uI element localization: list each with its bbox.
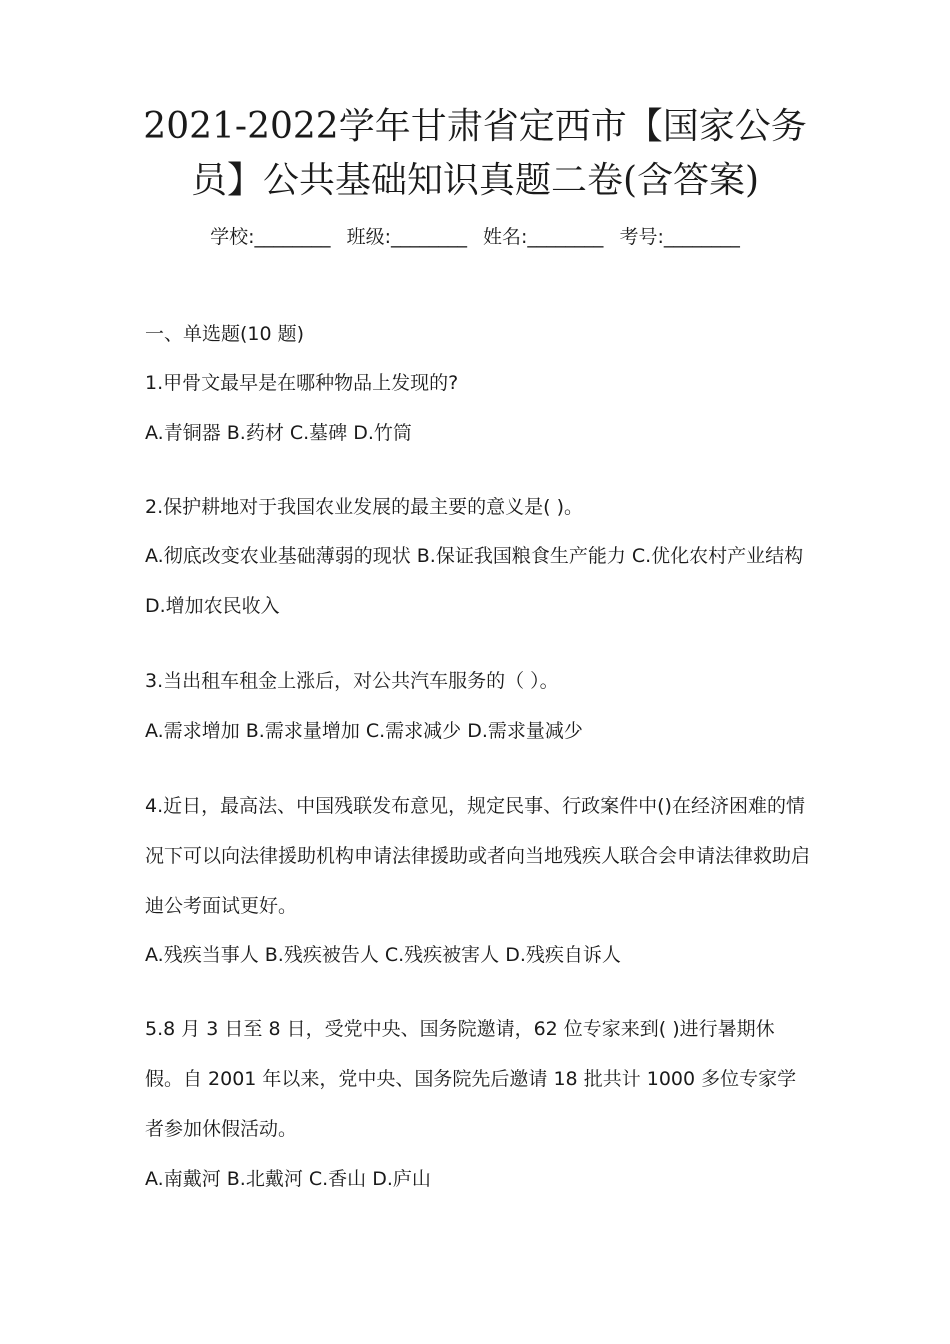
document-title	[100, 100, 850, 208]
question-5-options: A.南戴河 B.北戴河 C.香山 D.庐山	[145, 1168, 431, 1190]
student-info-fields	[0, 222, 950, 252]
question-4-text: 4.近日，最高法、中国残联发布意见，规定民事、行政案件中()在经济困难的情况下可以向法律援助机构申请法律援助或者向当地残疾人联合会申请法律救助启迪公考面试更好。	[145, 795, 811, 917]
school-field: 学校:________	[210, 226, 331, 248]
section-heading: 一、单选题(10 题)	[145, 323, 305, 345]
question-1-options: A.青铜器 B.药材 C.墓碑 D.竹筒	[145, 422, 412, 444]
title-line-2: 员】公共基础知识真题二卷(含答案)	[190, 160, 760, 201]
question-2-options: A.彻底改变农业基础薄弱的现状 B.保证我国粮食生产能力 C.优化农村产业结构 D.增加农民收入	[145, 545, 804, 617]
question-3-options: A.需求增加 B.需求量增加 C.需求减少 D.需求量减少	[145, 720, 583, 742]
name-field: 姓名:________	[483, 226, 604, 248]
question-3-text: 3.当出租车租金上涨后，对公共汽车服务的（ ）。	[145, 670, 559, 692]
class-field: 班级:________	[346, 226, 467, 248]
question-2-text: 2.保护耕地对于我国农业发展的最主要的意义是( )。	[145, 496, 583, 518]
question-5-text: 5.8 月 3 日至 8 日，受党中央、国务院邀请，62 位专家来到( )进行暑期休假。自 2001 年以来，党中央、国务院先后邀请 18 批共计 1000 多位专家学者参加休假活动。	[145, 1018, 797, 1140]
question-1-text: 1.甲骨文最早是在哪种物品上发现的?	[145, 372, 459, 394]
exam-number-field: 考号:________	[619, 226, 740, 248]
title-line-1: 2021-2022学年甘肃省定西市【国家公务	[143, 106, 807, 147]
question-4-options: A.残疾当事人 B.残疾被告人 C.残疾被害人 D.残疾自诉人	[145, 944, 621, 966]
